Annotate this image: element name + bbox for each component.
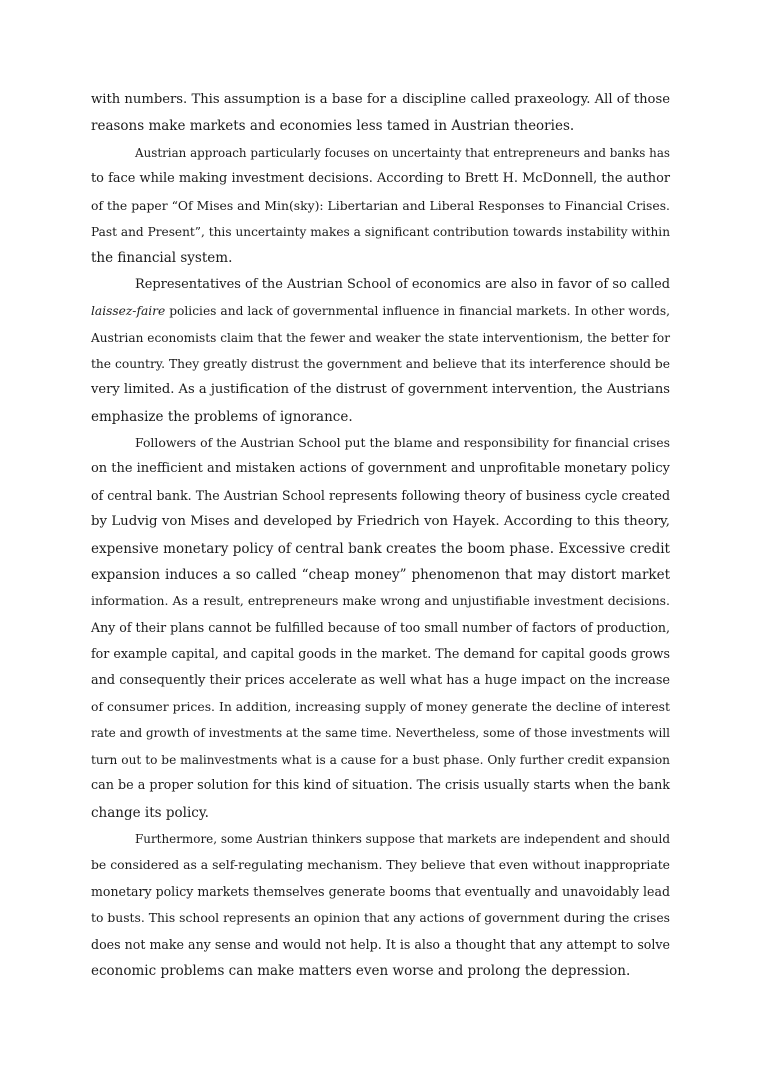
text-line: change its policy. xyxy=(91,804,209,821)
text-line: to busts. This school represents an opinion that any actions of government during the crises xyxy=(91,911,670,926)
text-line: turn out to be malinvestments what is a cause for a bust phase. Only further credit expansion xyxy=(91,752,670,767)
text-line: of central bank. The Austrian School represents following theory of business cycle created xyxy=(91,487,670,503)
text-line: by Ludvig von Mises and developed by Friedrich von Hayek. According to this theory, xyxy=(91,514,670,530)
text-line: with numbers. This assumption is a base for a discipline called praxeology. All of those xyxy=(91,92,670,107)
text-line: Austrian economists claim that the fewer and weaker the state interventionism, the better for xyxy=(91,330,670,345)
text-line: information. As a result, entrepreneurs make wrong and unjustifiable investment decisions. xyxy=(91,593,670,609)
text-line: can be a proper solution for this kind of situation. The crisis usually starts when the bank xyxy=(91,778,670,794)
text-line: very limited. As a justification of the distrust of government intervention, the Austrians xyxy=(91,382,670,398)
italic-term: laissez-faire xyxy=(91,304,166,319)
text-line: the financial system. xyxy=(91,250,233,267)
text-line: Past and Present”, this uncertainty makes a significant contribution towards instability within xyxy=(91,224,670,239)
text-line xyxy=(91,298,670,324)
text-line: rate and growth of investments at the same time. Nevertheless, some of those investments will xyxy=(91,726,670,741)
paragraph-business-cycle xyxy=(91,430,670,826)
text-line: the country. They greatly distrust the government and believe that its interference should be xyxy=(91,356,670,371)
body-text xyxy=(91,87,670,984)
paragraph-laissez-faire xyxy=(91,272,670,430)
text-line: be considered as a self-regulating mechanism. They believe that even without inappropriate xyxy=(91,858,670,873)
text-line: expensive monetary policy of central bank creates the boom phase. Excessive credit xyxy=(91,540,670,557)
text-line: emphasize the problems of ignorance. xyxy=(91,408,353,425)
text-line-rest: policies and lack of governmental influence in financial markets. In other words, xyxy=(165,304,670,319)
text-line: does not make any sense and would not help. It is also a thought that any attempt to solve xyxy=(91,936,670,952)
text-line: of the paper “Of Mises and Min(sky): Libertarian and Liberal Responses to Financial Crises. xyxy=(91,198,670,213)
text-line: expansion induces a so called “cheap money” phenomenon that may distort market xyxy=(91,567,670,584)
text-line: reasons make markets and economies less tamed in Austrian theories. xyxy=(91,118,575,135)
text-line: Representatives of the Austrian School of economics are also in favor of so called xyxy=(135,276,670,292)
text-line: monetary policy markets themselves generate booms that eventually and unavoidably lead xyxy=(91,883,670,899)
text-line: Any of their plans cannot be fulfilled because of too small number of factors of production, xyxy=(91,619,670,635)
paragraph-uncertainty xyxy=(91,140,670,272)
text-line: on the inefficient and mistaken actions of government and unprofitable monetary policy xyxy=(91,461,670,477)
paragraph-praxeology xyxy=(91,87,670,140)
paragraph-self-regulating xyxy=(91,826,670,984)
text-line: economic problems can make matters even worse and prolong the depression. xyxy=(91,962,631,979)
text-line: for example capital, and capital goods in the market. The demand for capital goods grows xyxy=(91,646,670,662)
text-line: and consequently their prices accelerate as well what has a huge impact on the increase xyxy=(91,672,670,688)
text-line: Furthermore, some Austrian thinkers suppose that markets are independent and should xyxy=(135,831,670,846)
text-line: Followers of the Austrian School put the blame and responsibility for financial crises xyxy=(135,435,670,451)
text-line: to face while making investment decisions. According to Brett H. McDonnell, the author xyxy=(91,171,670,187)
text-line: Austrian approach particularly focuses on uncertainty that entrepreneurs and banks has xyxy=(135,145,670,160)
text-line: of consumer prices. In addition, increasing supply of money generate the decline of interest xyxy=(91,699,670,714)
